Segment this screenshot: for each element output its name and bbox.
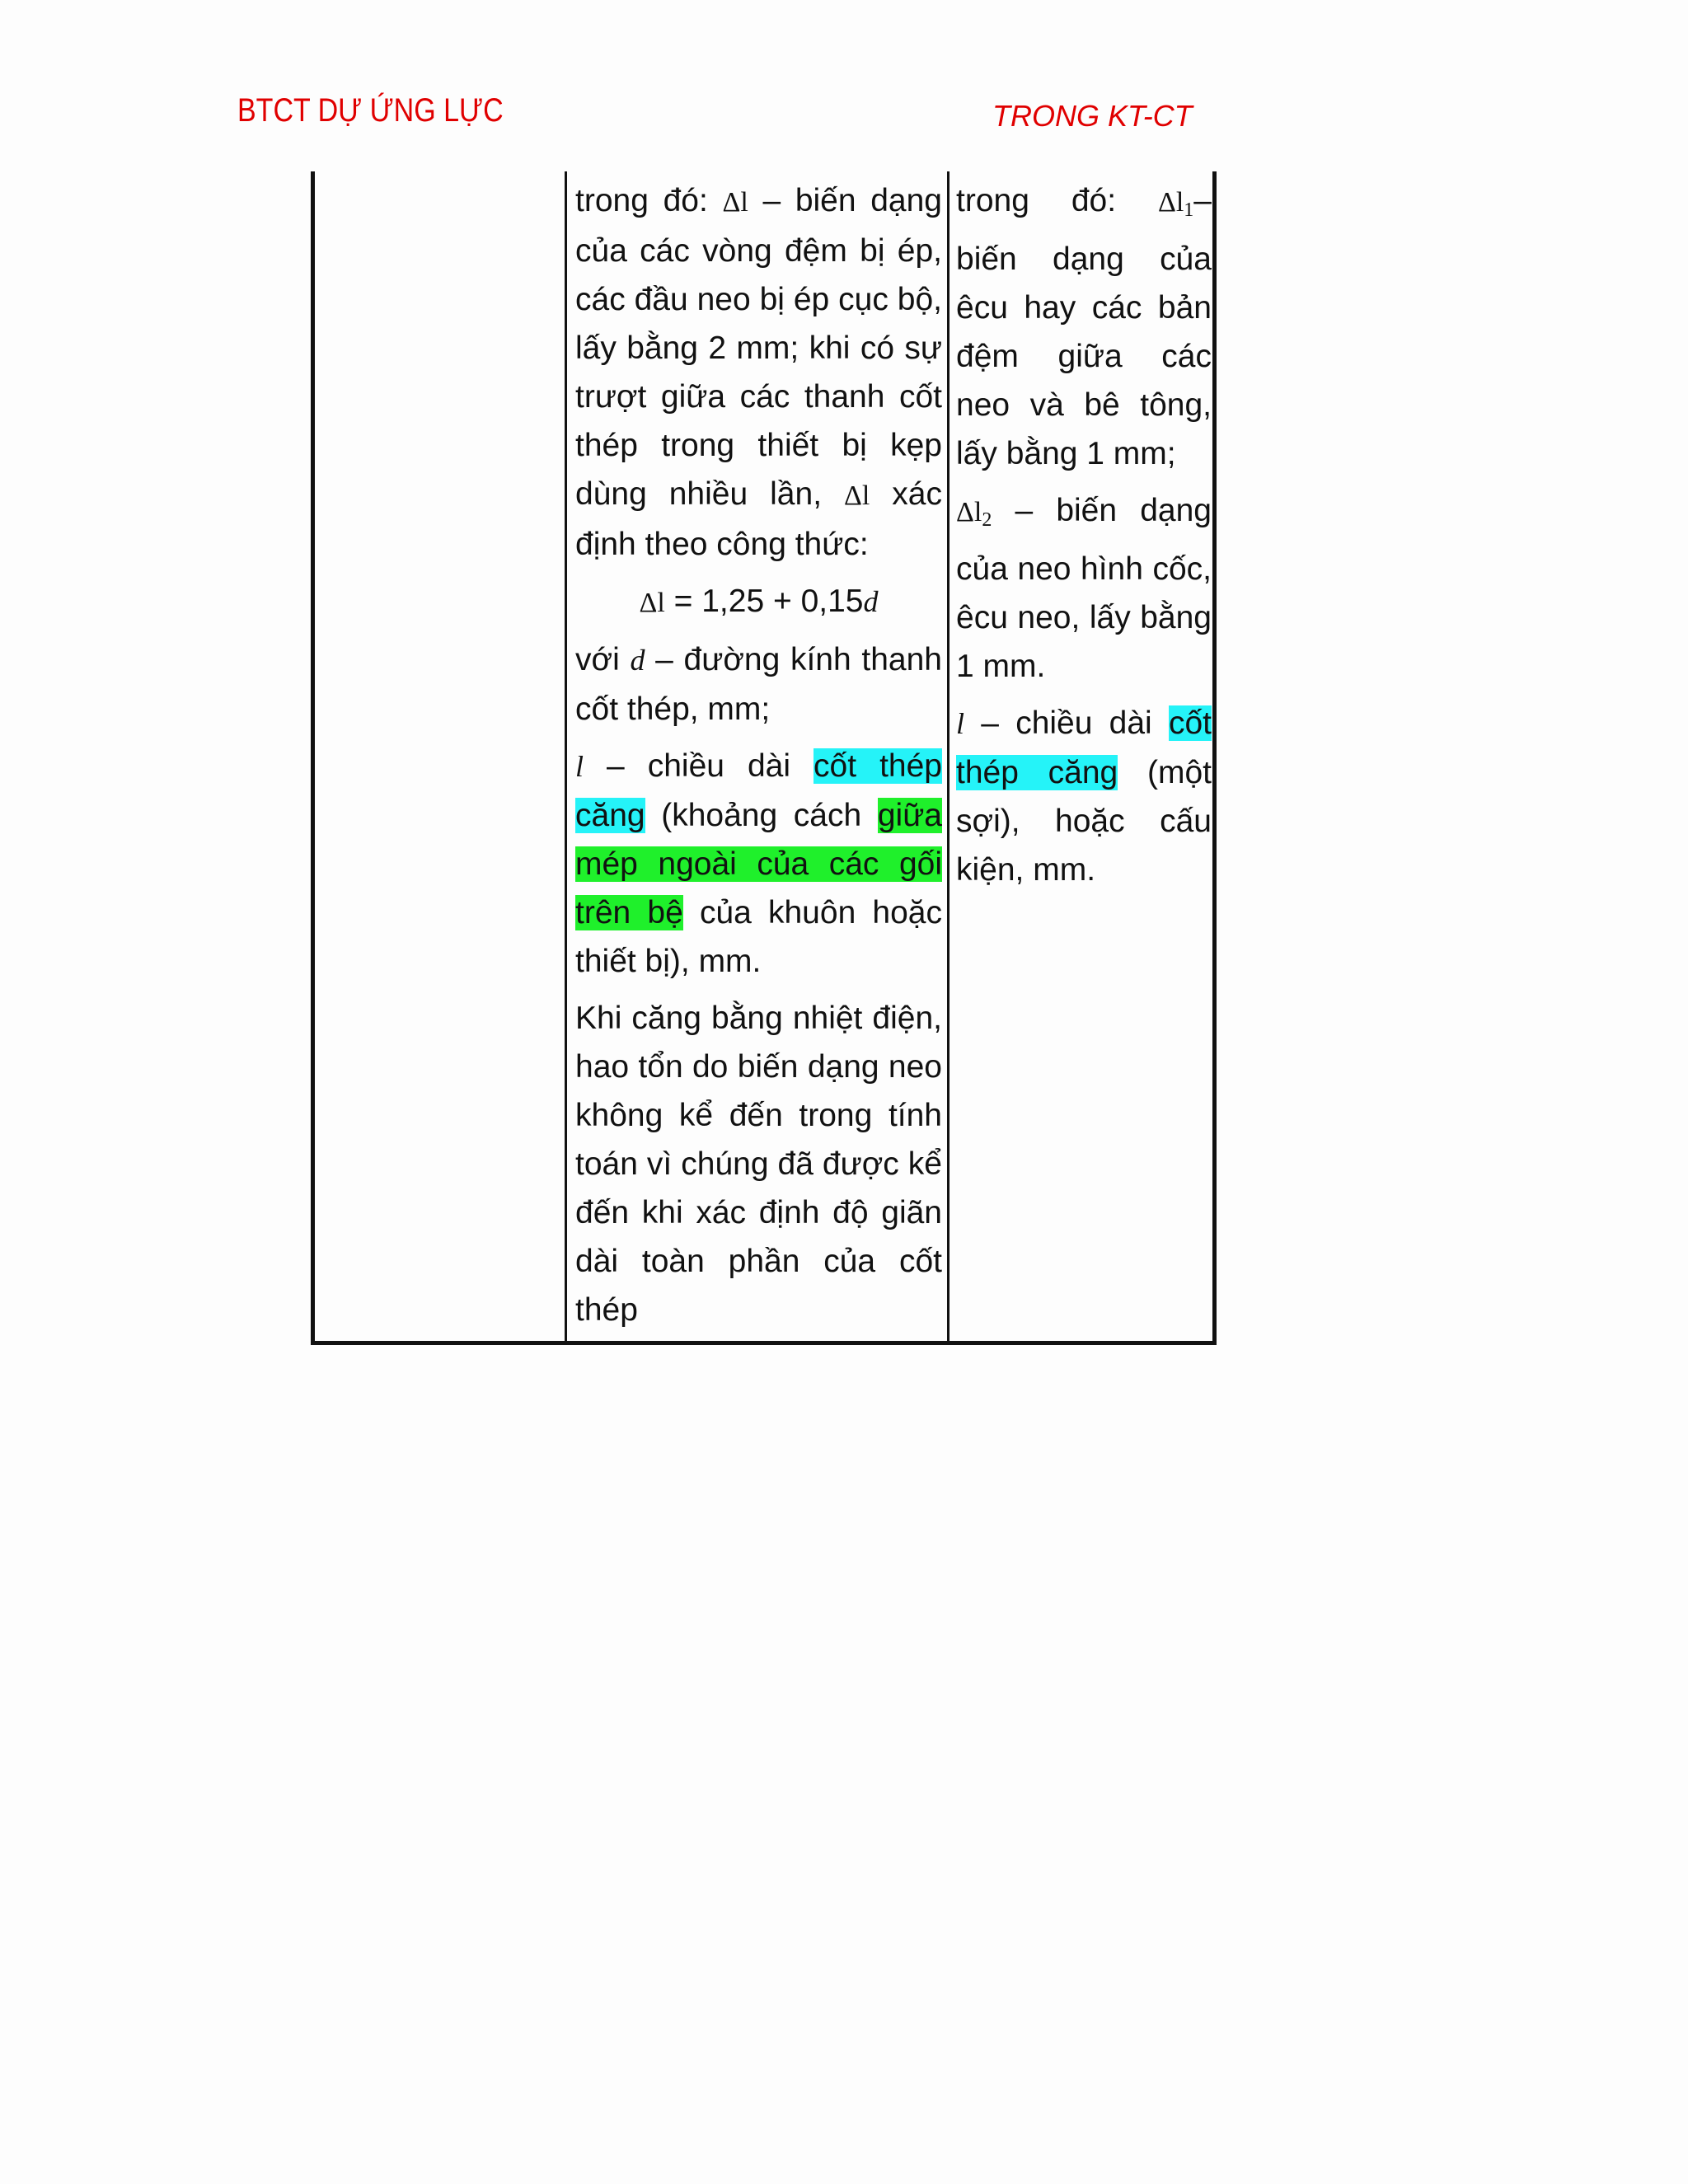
math-variable: l	[575, 750, 584, 783]
text: – chiều dài	[964, 705, 1169, 741]
math-symbol: Δl	[844, 480, 870, 511]
text: xác định theo công thức:	[575, 476, 942, 562]
header-right-title: TRONG KT-CT	[992, 99, 1193, 133]
content-table	[311, 171, 1217, 1345]
text: (khoảng cách	[645, 798, 878, 833]
math-symbol: Δl	[639, 588, 665, 618]
text: – biến dạng của các vòng đệm bị ép, các đầu neo bị ép cục bộ, lấy bằng 2 mm; khi có sự trượt giữa các thanh cốt thép trong thiết bị kẹp dùng nhiều lần,	[575, 183, 942, 512]
math-variable: l	[956, 707, 965, 740]
formula-text: = 1,25 + 0,15	[664, 583, 864, 619]
table-column-3	[950, 171, 1217, 1341]
paragraph-length	[956, 699, 1212, 894]
paragraph-anchor-deformation	[575, 176, 942, 569]
highlight-cyan: cốt thép căng	[575, 748, 942, 833]
math-symbol: Δl	[1157, 187, 1184, 218]
text: – biến dạng của êcu hay các bản đệm giữa các neo và bê tông, lấy bằng 1 mm;	[956, 183, 1212, 471]
header-left-title: BTCT DỰ ỨNG LỰC	[237, 92, 504, 129]
text: với	[575, 642, 631, 677]
text: (một sợi), hoặc cấu kiện, mm.	[956, 755, 1212, 888]
text: – chiều dài	[584, 748, 814, 784]
table-column-2	[567, 171, 950, 1341]
text: – biến dạng của neo hình cốc, êcu neo, lấy bằng 1 mm.	[956, 493, 1212, 684]
paragraph-length	[575, 742, 942, 986]
subscript: 1	[1184, 199, 1194, 221]
text: trong đó:	[575, 183, 723, 218]
math-symbol: Δl	[956, 497, 982, 527]
text: – đường kính thanh cốt thép, mm;	[575, 642, 942, 727]
text: trong đó:	[956, 183, 1158, 218]
text: của khuôn hoặc thiết bị), mm.	[575, 895, 943, 979]
paragraph-cup-anchor	[956, 486, 1212, 691]
paragraph-electrothermal: Khi căng bằng nhiệt điện, hao tổn do biến dạng neo không kể đến trong tính toán vì chúng đã được kể đến khi xác định độ giãn dài toàn phần của cốt thép	[575, 1001, 942, 1328]
math-variable: d	[630, 644, 645, 677]
math-symbol: Δl	[722, 187, 748, 218]
highlight-green: giữa mép ngoài của các gối trên bệ	[575, 798, 942, 930]
paragraph-diameter	[575, 635, 942, 733]
subscript: 2	[982, 509, 992, 531]
formula	[575, 577, 942, 627]
math-variable: d	[863, 585, 879, 618]
paragraph-nut-deformation	[956, 176, 1212, 478]
highlight-cyan: cốt thép căng	[956, 705, 1212, 790]
table-column-1	[315, 171, 567, 1341]
